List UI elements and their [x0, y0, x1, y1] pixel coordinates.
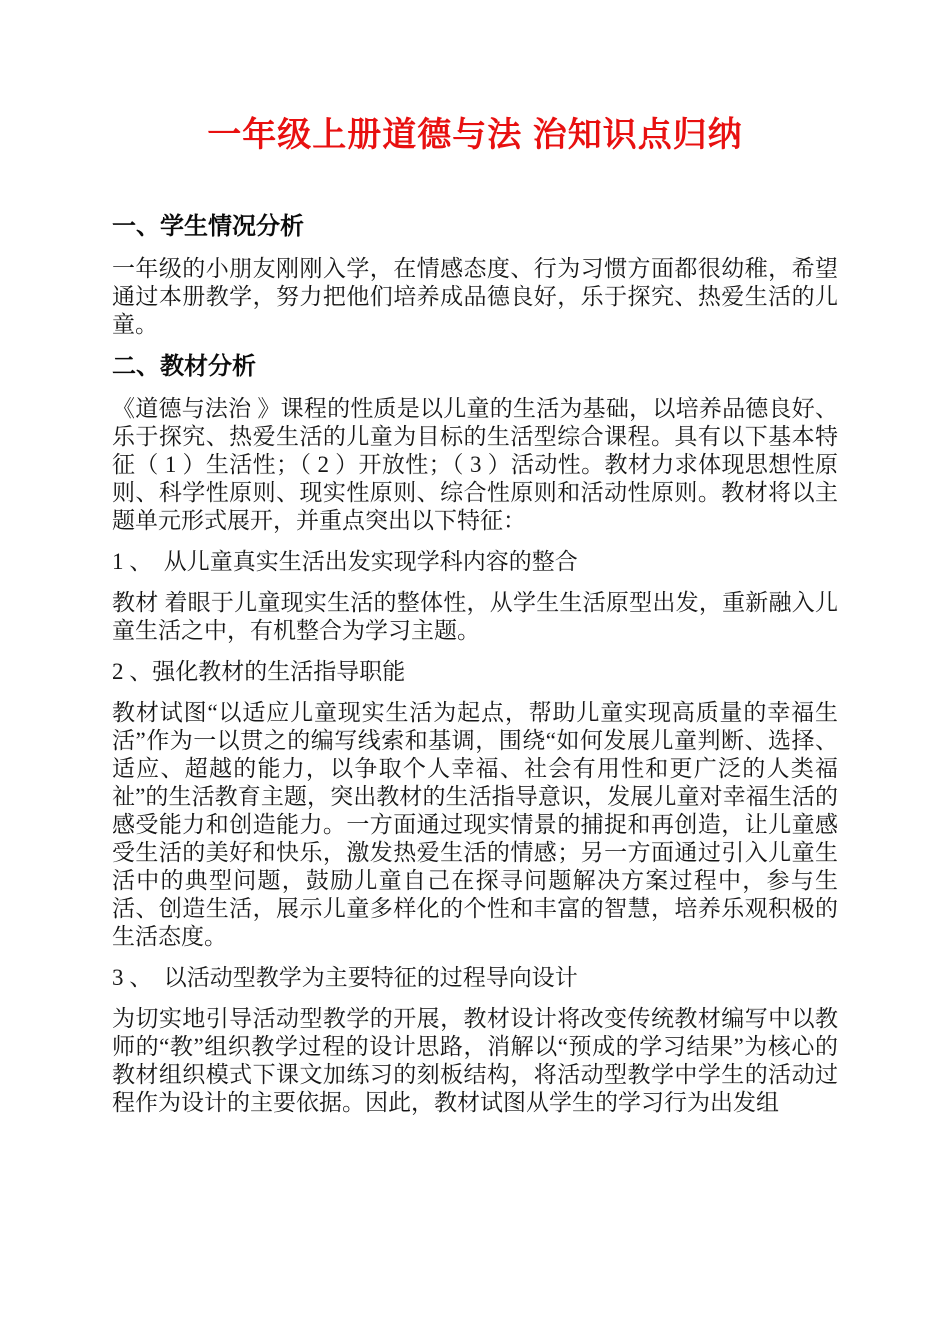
section-heading-student-analysis: 一、学生情况分析 — [112, 213, 304, 240]
paragraph-item-3-content: 为切实地引导活动型教学的开展，教材设计将改变传统教材编写中以教师的“教”组织教学过程的设计思路，消解以“预成的学习结果”为核心的教材组织模式下课文加练习的刻板结构，将活动型教学中学生的活动过程作为设计的主要依据。因此，教材试图从学生的学习行为出发组 — [112, 1006, 838, 1115]
list-item-1-heading: 1 、 从儿童真实生活出发实现学科内容的整合 — [112, 549, 578, 574]
document-title: 一年级上册道德与法 治知识点归纳 — [207, 116, 743, 154]
paragraph-student-analysis: 一年级的小朋友刚刚入学，在情感态度、行为习惯方面都很幼稚，希望通过本册教学，努力把他们培养成品德良好，乐于探究、热爱生活的儿童。 — [112, 256, 838, 337]
list-item-3-heading: 3 、 以活动型教学为主要特征的过程导向设计 — [112, 965, 578, 990]
paragraph-item-1-content: 教材 着眼于儿童现实生活的整体性，从学生生活原型出发，重新融入儿童生活之中，有机整合为学习主题。 — [112, 590, 838, 643]
paragraph-course-nature: 《道德与法治 》课程的性质是以儿童的生活为基础，以培养品德良好、乐于探究、热爱生活的儿童为目标的生活型综合课程。具有以下基本特征（ 1 ）生活性；（ 2 ）开放性；（ 3 ）活动性。教材力求体现思想性原则、科学性原则、现实性原则、综合性原则和活动性原则。教材将以主题单元形式展开，并重点突出以下特征： — [112, 396, 838, 533]
document-page — [112, 112, 838, 1117]
paragraph-item-2-content: 教材试图“以适应儿童现实生活为起点，帮助儿童实现高质量的幸福生活”作为一以贯之的编写线索和基调，围绕“如何发展儿童判断、选择、适应、超越的能力，以争取个人幸福、社会有用性和更广泛的人类福祉”的生活教育主题，突出教材的生活指导意识，发展儿童对幸福生活的感受能力和创造能力。一方面通过现实情景的捕捉和再创造，让儿童感受生活的美好和快乐，激发热爱生活的情感；另一方面通过引入儿童生活中的典型问题，鼓励儿童自己在探寻问题解决方案过程中，参与生活、创造生活，展示儿童多样化的个性和丰富的智慧，培养乐观积极的生活态度。 — [112, 700, 838, 949]
list-item-2-heading: 2 、强化教材的生活指导职能 — [112, 659, 406, 684]
section-heading-textbook-analysis: 二、教材分析 — [112, 353, 256, 380]
